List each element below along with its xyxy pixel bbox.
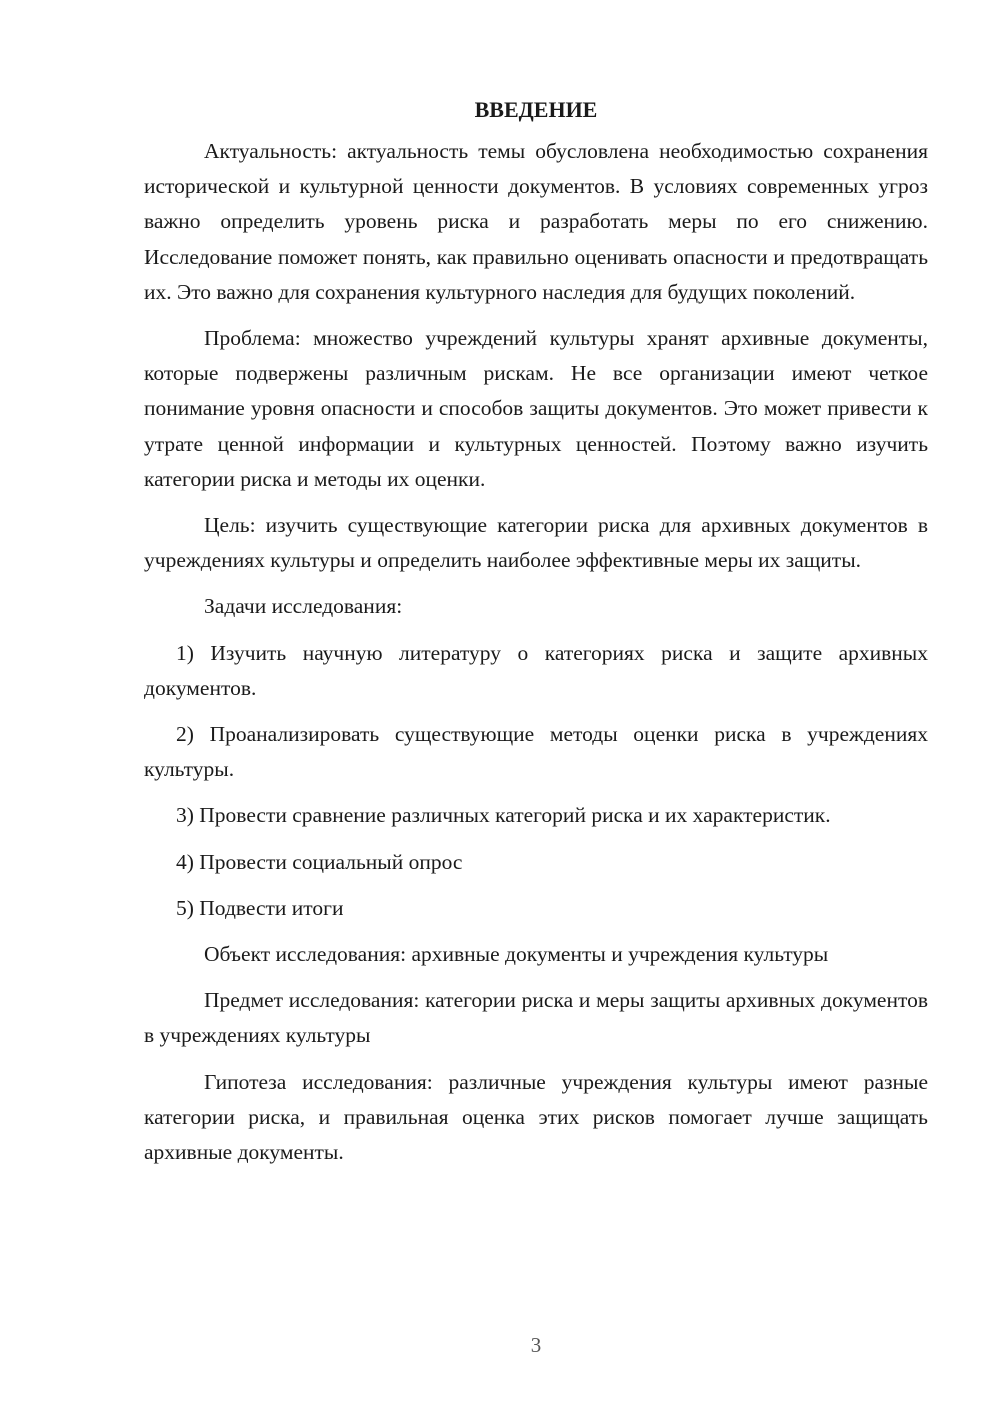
task-item-1: 1) Изучить научную литературу о категориях риска и защите архивных документов.: [144, 640, 928, 700]
task-item-3: 3) Провести сравнение различных категорий риска и их характеристик.: [176, 803, 831, 828]
hypothesis-paragraph: Гипотеза исследования: различные учреждения культуры имеют разные категории риска, и правильная оценка этих рисков помогает лучше защищать архивные документы.: [144, 1069, 928, 1165]
relevance-paragraph: Актуальность: актуальность темы обусловлена необходимостью сохранения исторической и культурной ценности документов. В условиях современных угроз важно определить уровень риска и разработать меры по его снижению. Исследование поможет понять, как правильно оценивать опасности и предотвращать их. Это важно для сохранения культурного наследия для будущих поколений.: [144, 139, 928, 304]
object-paragraph: Объект исследования: архивные документы и учреждения культуры: [204, 942, 829, 967]
subject-paragraph: Предмет исследования: категории риска и меры защиты архивных документов в учреждениях культуры: [144, 988, 928, 1048]
problem-paragraph: Проблема: множество учреждений культуры хранят архивные документы, которые подвержены различным рискам. Не все организации имеют четкое понимание уровня опасности и способов защиты документов. Это может привести к утрате ценной информации и культурных ценностей. Поэтому важно изучить категории риска и методы их оценки.: [144, 326, 928, 491]
page-title: ВВЕДЕНИЕ: [474, 97, 598, 122]
goal-paragraph: Цель: изучить существующие категории риска для архивных документов в учреждениях культуры и определить наиболее эффективные меры их защиты.: [144, 513, 928, 573]
page-content: [144, 94, 928, 1170]
task-item-2: 2) Проанализировать существующие методы оценки риска в учреждениях культуры.: [144, 722, 928, 782]
page-number: 3: [530, 1333, 542, 1357]
task-item-5: 5) Подвести итоги: [176, 895, 344, 920]
task-item-4: 4) Провести социальный опрос: [176, 849, 463, 874]
tasks-heading: Задачи исследования:: [204, 594, 403, 619]
